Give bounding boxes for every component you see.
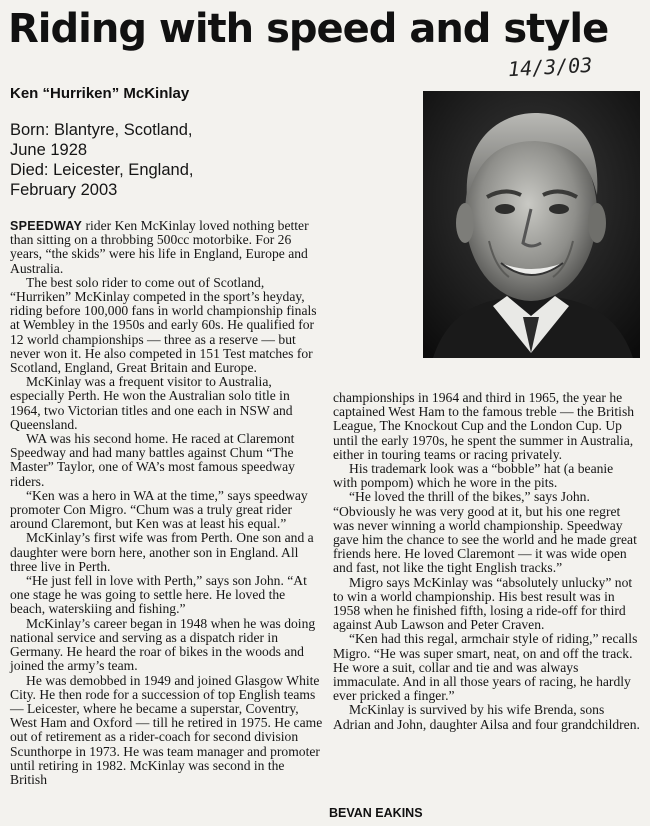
paragraph: McKinlay’s first wife was from Perth. One son and a daughter were born here, another son in England. All three live in Perth. — [10, 530, 314, 574]
subject-name: Ken “Hurriken” McKinlay — [10, 85, 190, 102]
fact-line: February 2003 — [10, 181, 118, 199]
paragraph: WA was his second home. He raced at Claremont Speedway and had many battles against Chum “The Master” Taylor, one of WA’s most famous speedway riders. — [10, 431, 295, 489]
paragraph: Migro says McKinlay was “absolutely unlucky” not to win a world championship. His best result was in 1958 when he finished fifth, losing a ride-off for third against Aub Lawson and Peter Craven. — [333, 574, 633, 633]
headline: Riding with speed and style — [8, 6, 609, 52]
paragraph — [10, 219, 323, 276]
paragraph: McKinlay is survived by his wife Brenda, sons Adrian and John, daughter Ailsa and four grandchildren. — [333, 702, 640, 732]
paragraph: championships in 1964 and third in 1965, the year he captained West Ham to the famous treble — the British League, The Knockout Cup and the London Cup. Up until the early 1970s, he spent the summer in Australia, either in touring teams or racing privately. — [333, 390, 635, 462]
paragraph: His trademark look was a “bobble” hat (a beanie with pompom) which he wore in the pits. — [333, 461, 614, 491]
article-column-2 — [333, 391, 640, 732]
fact-box — [10, 120, 310, 200]
kicker: SPEEDWAY — [10, 219, 83, 233]
paragraph: McKinlay’s career began in 1948 when he was doing national service and serving as a dispatch rider in Germany. He heard the roar of bikes in the woods and joined the army’s team. — [10, 615, 316, 674]
paragraph: “He just fell in love with Perth,” says son John. “At one stage he was going to settle here. He loved the beach, waterskiing and fishing.” — [10, 573, 307, 617]
author-byline: BEVAN EAKINS — [329, 806, 423, 820]
paragraph: “Ken was a hero in WA at the time,” says speedway promoter Con Migro. “Chum was a truly great rider around Claremont, but Ken was at least his equal.” — [10, 487, 308, 532]
paragraph: “He loved the thrill of the bikes,” says John. “Obviously he was very good at it, but his one regret was never winning a world championship. Speedway gave him the chance to see the world and he made great friends here. He loved Claremont — it was wide open and fast, not like the tight English tracks.” — [333, 489, 637, 576]
article-column-1 — [10, 219, 323, 787]
paragraph: The best solo rider to come out of Scotland, “Hurriken” McKinlay competed in the sport’s heyday, riding before 100,000 fans in world championship finals at Wembley in the 1950s and early 60s. He qualified for 12 world championships — three as a reserve — but never won it. He also competed in 151 Test matches for Scotland, England, Great Britain and Europe. — [10, 274, 317, 376]
paragraph: He was demobbed in 1949 and joined Glasgow White City. He then rode for a succession of top English teams — Leicester, where he became a superstar, Coventry, West Ham and Oxford — till he retired in 1975. He came out of retirement as a rider-coach for second division Scunthorpe in 1973. He was team manager and promoter until retiring in 1982. McKinlay was second in the British — [10, 672, 323, 787]
paragraph: McKinlay was a frequent visitor to Australia, especially Perth. He won the Australian solo title in 1964, two Victorian titles and one each in NSW and Queensland. — [10, 374, 293, 432]
fact-line: June 1928 — [10, 141, 88, 159]
portrait-photo — [423, 91, 640, 358]
fact-line: Born: Blantyre, Scotland, — [10, 121, 193, 139]
handwritten-date: 14/3/03 — [507, 52, 593, 82]
fact-line: Died: Leicester, England, — [10, 161, 194, 179]
paragraph-text: rider Ken McKinlay loved nothing better than sitting on a throbbing 500cc motorbike. For 26 years, “the skids” were his life in England, Europe and Australia. — [10, 218, 309, 276]
portrait-image — [423, 91, 640, 358]
paragraph: “Ken had this regal, armchair style of riding,” recalls Migro. “He was super smart, neat, on and off the track. He wore a suit, collar and tie and was always immaculate. And in all those years of racing, he hardly ever pricked a finger.” — [333, 631, 638, 704]
